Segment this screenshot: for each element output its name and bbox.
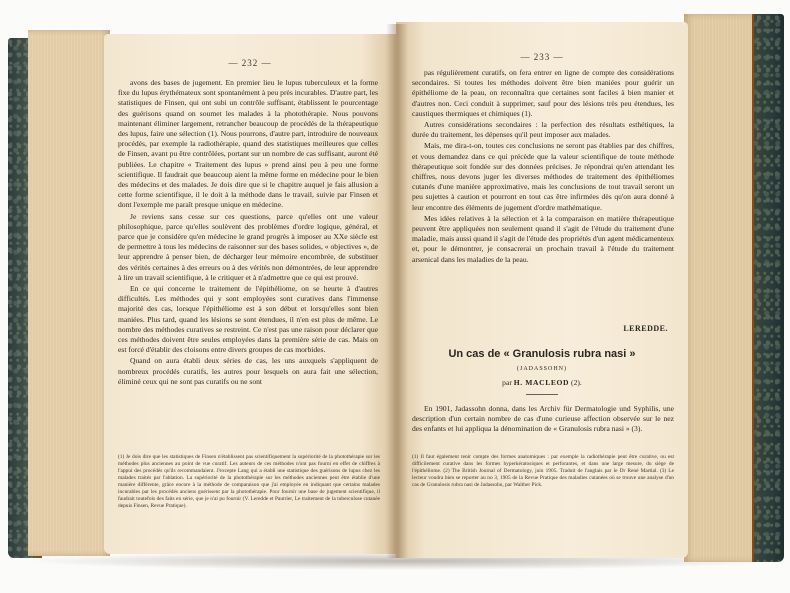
book-gutter-shadow xyxy=(386,24,408,558)
right-paragraph: pas régulièrement curatifs, on fera entrer en ligne de compte des considérations secondaires. Si toutes les méthodes doivent être bien maniées pour guérir un épithéliome de la peau, on reconnaîtra que certaines sont faciles à bien manier et d'autres non. Ceci conduit à supprimer, sauf pour des lésions très peu étendues, les caustiques thermiques et chimiques (1). xyxy=(412,68,674,118)
right-paragraph: Mes idées relatives à la sélection et à la comparaison en matière thérapeutique peuvent être appliquées non seulement quand il s'agit de l'étude du traitement d'une maladie, mais aussi quand il s'agit de l'étude des propriétés d'un agent médicamenteux et, pour le démontrer, je consacrerai un prochain travail à l'étude du traitement arsenical dans les maladies de la peau. xyxy=(412,213,674,264)
left-page-stack xyxy=(28,30,110,556)
left-paragraph: Quand on aura établi deux séries de cas, les uns auxquels s'appliquent de nombreux procédés curatifs, les autres pour lesquels on aura fait une sélection, éliminé ceux qui ne sont pas curatifs ou ne sont xyxy=(118,356,378,386)
left-paragraph: Je reviens sans cesse sur ces questions, parce qu'elles ont une valeur philosophique, parce qu'elles soulèvent des problèmes d'ordre logique, général, et parce que je considère qu'en médecine le grand progrès à imposer au XXe siècle est de permettre à tous les médecins de raisonner sur des bases solides, « objectives », de leur apprendre à penser bien, de décharger leur mémoire encombrée, de substituer des vérités certaines à des erreurs ou à des vérités non démontrées, de leur apprendre à lire un travail scientifique, à le critiquer et à n'admettre que ce qui est prouvé. xyxy=(118,211,378,282)
right-page-number: — 233 — xyxy=(520,52,564,62)
author-signature: LEREDDE. xyxy=(623,324,668,333)
left-page-number: — 232 — xyxy=(228,58,272,68)
left-footnote: (1) Je dois dire que les statistiques de Finsen n'établissent pas scientifiquement la supériorité de la photothérapie sur les méthodes plus anciennes au point de vue curatif. Les auteurs de ces méthodes n'ont pas fourni en effet de chiffres à l'appui des procédés qu'ils recommandaient. J'excepte Lang qui a établi une statistique des guérisons de lupus chez les malades traités par l'ablation. La supériorité de la photothérapie sur les méthodes anciennes peut être établie d'une manière différente, grâce encore à la méthode de comparaison que j'ai employée en indiquant que certains malades incurables par les procédés anciens guérissent par la photothérapie. Pour fournir une base de jugement scientifique, il faudrait toutefois des faits en série, que je n'ai pu fournir (V. Leredde et Pautrier, Le traitement de la tuberculose cutanée depuis Finsen, Revue Pratique). xyxy=(118,454,380,509)
author-prefix: par xyxy=(502,378,512,387)
left-body-text xyxy=(118,78,378,438)
right-footnote: (1) Il faut également tenir compte des formes anatomiques : par exemple la radiothérapie peut être curative, ou est difficilement curative dans les formes hyperkératosiques et perforantes, et dans une large mesure, du siège de l'épithéliome. (2) The British Journal of Dermatology, juin 1905. Traduit de l'anglais par le Dr René Martial. (3) Le lecteur voudra bien se reporter au no 3, 1905 de la Revue Pratique des maladies cutanées où se trouve une analyse d'un cas de Granulosis rubra nasi de Jadassohn, par Walther Pick. xyxy=(412,454,674,488)
right-page-stack xyxy=(684,14,752,562)
left-paragraph: En ce qui concerne le traitement de l'épithéliome, on se heurte à d'autres difficultés. Les méthodes qui y sont employées sont curatives dans l'immense majorité des cas, lorsque l'épithéliome est à son début et lorsqu'elles sont bien maniées. Plus tard, quand les lésions se sont étendues, il n'en est plus de même. Le nombre des méthodes curatives se restreint. Ce n'est pas une raison pour déclarer que ces méthodes doivent être seules employées dans la première série de cas. Mais on est forcé d'établir des cloisons entre divers groupes de cas morbides. xyxy=(118,284,378,355)
left-page xyxy=(104,34,396,554)
right-body-text xyxy=(412,68,674,320)
right-page xyxy=(396,22,688,558)
intro-paragraph: En 1901, Jadassohn donna, dans les Archiv für Dermatologie und Syphilis, une description d'un certain nombre de cas d'une curieuse affection observée sur le nez des enfants et lui appliqua la dénomination de « Granulosis rubra nasi » (3). xyxy=(412,404,674,434)
right-marbled-cover xyxy=(748,14,784,562)
article-title: Un cas de « Granulosis rubra nasi » xyxy=(448,348,636,360)
left-paragraph: avons des bases de jugement. En premier lieu le lupus tuberculeux et la forme fixe du lupus érythémateux sont spontanément à peu près incurables. D'autre part, les statistiques de Finsen, qui ont subi un contrôle suffisant, établissent le pourcentage des guérisons quand on soumet les malades à la photothérapie. Nous pouvons maintenant éliminer largement, retrancher beaucoup de procédés de la thérapeutique des lupus, faire une sélection (1). Nous pourrons, d'autre part, introduire de nouveaux procédés, par exemple la radiothérapie, quand des statistiques meilleures que celles de Finsen, avant pu être contrôlées, portant sur un nombre de cas suffisant, auront été publiées. Le chapitre « Traitement des lupus » prend ainsi peu à peu une forme scientifique. Il faudrait que beaucoup aient la même forme en médecine pour le bien des médecins et des malades. Je dois dire que si le chapitre auquel je fais allusion a cette forme scientifique, il le doit à la méthode dans le travail, suivie par Finsen et dont l'exemple me paraît presque unique en médecine. xyxy=(118,78,378,210)
article-subtitle: (JADASSOHN) xyxy=(516,366,567,372)
article-author-line xyxy=(396,378,688,387)
author-name: H. MACLEOD xyxy=(513,378,570,387)
article-intro-text xyxy=(412,404,674,448)
right-paragraph: Autres considérations secondaires : la perfection des résultats esthétiques, la durée du traitement, les dépenses qu'il peut imposer aux malades. xyxy=(412,120,674,140)
right-paragraph: Mais, me dira-t-on, toutes ces conclusions ne seront pas établies par des chiffres, et vous demandez dans ce qui précède que la valeur scientifique de toute méthode thérapeutique soit fondée sur des données précises. Je répondrai qu'en attendant les chiffres, nous devons juger les diverses méthodes de traitement des épithéliomes cutanés d'une manière approximative, mais les conclusions de tout travail seront un peu sujettes à caution et pourront en tout cas être infirmées dès qu'on aura donné à leur encontre des éléments de jugement d'ordre mathématique. xyxy=(412,141,674,212)
author-suffix: (2). xyxy=(571,378,582,387)
section-rule xyxy=(526,394,558,395)
